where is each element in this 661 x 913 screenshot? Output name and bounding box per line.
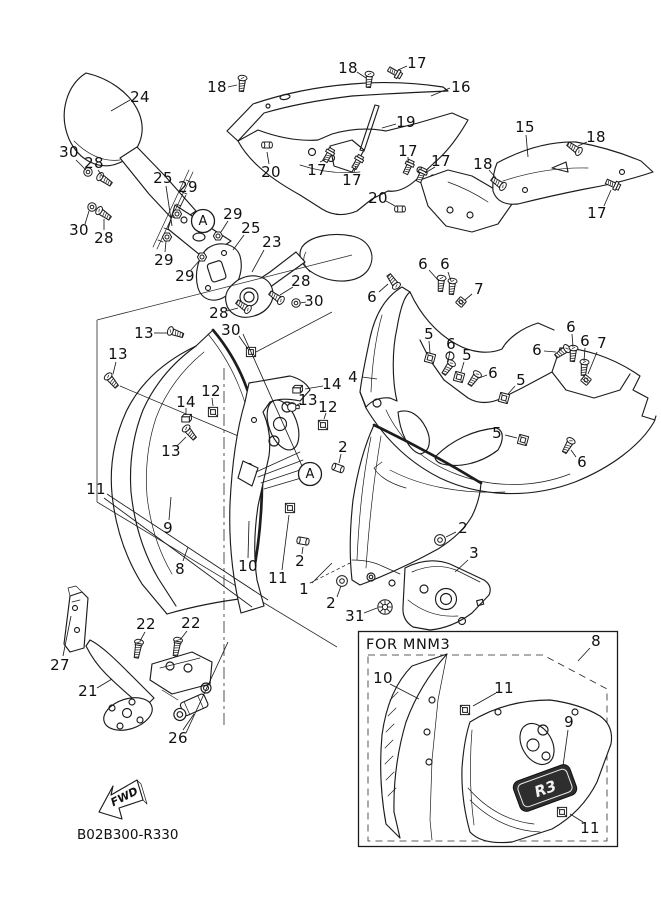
leader-line xyxy=(382,124,396,128)
leader-line xyxy=(379,284,388,292)
callout-12: 12 xyxy=(318,398,338,416)
screw-icon xyxy=(579,359,589,376)
leader-line xyxy=(252,250,264,272)
speed-clip-icon xyxy=(208,407,217,416)
leader-line xyxy=(312,563,332,583)
callout-2: 2 xyxy=(458,519,468,537)
special-nut-icon xyxy=(456,297,467,308)
callout-11: 11 xyxy=(86,480,106,498)
callout-9: 9 xyxy=(564,713,574,731)
meter-panel-3-art xyxy=(403,561,490,630)
callout-6: 6 xyxy=(566,318,576,336)
callout-6: 6 xyxy=(446,335,456,353)
callout-23: 23 xyxy=(262,233,282,251)
callout-6: 6 xyxy=(440,255,450,273)
screw-icon xyxy=(553,343,571,360)
callout-4: 4 xyxy=(348,368,358,386)
hex-nut-icon xyxy=(172,210,181,218)
callout-6: 6 xyxy=(367,288,377,306)
callout-13: 13 xyxy=(161,442,181,460)
callout-28: 28 xyxy=(291,272,311,290)
callout-18: 18 xyxy=(586,128,606,146)
callout-3: 3 xyxy=(469,544,479,562)
callout-20: 20 xyxy=(261,163,281,181)
hex-nut-icon xyxy=(162,233,171,241)
screw-icon xyxy=(103,371,120,389)
callout-26: 26 xyxy=(168,729,188,747)
callout-6: 6 xyxy=(488,364,498,382)
hex-nut-icon xyxy=(213,232,222,240)
callout-25: 25 xyxy=(241,219,261,237)
callout-28: 28 xyxy=(84,154,104,172)
callout-14: 14 xyxy=(176,393,196,411)
leader-line xyxy=(337,586,341,597)
callout-5: 5 xyxy=(516,371,526,389)
clip-nut-icon xyxy=(498,392,509,403)
callout-18: 18 xyxy=(338,59,358,77)
washer-ring-icon xyxy=(435,535,446,546)
callout-17: 17 xyxy=(431,152,451,170)
screw-icon xyxy=(466,369,483,387)
callout-22: 22 xyxy=(181,614,201,632)
part-code: B02B300-R330 xyxy=(77,827,179,843)
clip-nut-icon xyxy=(517,434,528,445)
callout-10: 10 xyxy=(238,557,258,575)
callout-8: 8 xyxy=(591,632,601,650)
callout-2: 2 xyxy=(326,594,336,612)
leader-line xyxy=(113,362,116,374)
detail-marker-label: A xyxy=(305,467,315,482)
flange-bolt-icon xyxy=(171,637,183,657)
callout-31: 31 xyxy=(345,607,365,625)
speed-clip-icon xyxy=(285,503,294,512)
callout-13: 13 xyxy=(298,391,318,409)
speed-clip-icon xyxy=(460,705,469,714)
callout-5: 5 xyxy=(492,424,502,442)
callout-30: 30 xyxy=(69,221,89,239)
callout-11: 11 xyxy=(494,679,514,697)
callout-6: 6 xyxy=(580,332,590,350)
callout-29: 29 xyxy=(223,205,243,223)
detail-marker-label: A xyxy=(198,214,208,229)
fwd-label: FWD xyxy=(108,784,141,810)
push-rivet-icon xyxy=(386,65,403,80)
callout-19: 19 xyxy=(396,113,416,131)
inset-title: FOR MNM3 xyxy=(366,637,451,653)
washer-ring-icon xyxy=(337,576,348,587)
callout-17: 17 xyxy=(307,161,327,179)
speed-clip-icon xyxy=(318,420,327,429)
callout-6: 6 xyxy=(532,341,542,359)
callout-24: 24 xyxy=(130,88,150,106)
callout-28: 28 xyxy=(94,229,114,247)
callout-17: 17 xyxy=(407,54,427,72)
leader-line xyxy=(357,72,366,78)
leader-line xyxy=(228,85,237,87)
callout-17: 17 xyxy=(398,142,418,160)
callout-27: 27 xyxy=(50,656,70,674)
collar-icon xyxy=(296,537,309,546)
callout-9: 9 xyxy=(163,519,173,537)
collar-icon xyxy=(331,463,345,474)
callout-5: 5 xyxy=(462,346,472,364)
callout-29: 29 xyxy=(154,251,174,269)
screw-icon xyxy=(166,326,184,340)
speed-clip-icon xyxy=(557,807,566,816)
callout-30: 30 xyxy=(221,321,241,339)
inset-box xyxy=(359,632,618,847)
special-nut-icon xyxy=(581,375,592,386)
washer-icon xyxy=(292,299,300,307)
callout-12: 12 xyxy=(201,382,221,400)
callout-29: 29 xyxy=(178,178,198,196)
flange-bolt-icon xyxy=(132,639,144,659)
callout-13: 13 xyxy=(134,324,154,342)
screw-icon xyxy=(560,436,576,455)
callout-7: 7 xyxy=(597,334,607,352)
callout-17: 17 xyxy=(342,171,362,189)
callout-18: 18 xyxy=(473,155,493,173)
callout-25: 25 xyxy=(153,169,173,187)
grommet-icon xyxy=(395,206,406,212)
callout-18: 18 xyxy=(207,78,227,96)
callout-7: 7 xyxy=(474,280,484,298)
callout-14: 14 xyxy=(322,375,342,393)
front-cowl-4-art xyxy=(360,287,656,494)
grommet-icon xyxy=(262,142,273,148)
leader-line xyxy=(282,515,289,570)
callout-5: 5 xyxy=(424,325,434,343)
leader-line xyxy=(364,608,377,613)
leader-line xyxy=(465,294,472,300)
screw-icon xyxy=(447,278,457,295)
callout-1: 1 xyxy=(299,580,309,598)
callout-30: 30 xyxy=(59,143,79,161)
leader-line xyxy=(97,679,112,688)
screw-icon xyxy=(237,75,247,92)
leader-line xyxy=(505,435,517,438)
callout-8: 8 xyxy=(175,560,185,578)
screw-icon xyxy=(95,171,113,188)
callout-2: 2 xyxy=(338,438,348,456)
leader-line xyxy=(180,631,187,640)
screw-icon xyxy=(94,205,112,222)
r3-badge-label: R3 xyxy=(531,776,559,802)
leader-line xyxy=(169,497,171,520)
leader-line xyxy=(140,632,145,641)
callout-6: 6 xyxy=(418,255,428,273)
screw-icon xyxy=(385,272,402,290)
leader-line xyxy=(233,235,244,250)
callout-28: 28 xyxy=(209,304,229,322)
callout-15: 15 xyxy=(515,118,535,136)
clip-nut-icon xyxy=(453,371,464,382)
callout-22: 22 xyxy=(136,615,156,633)
callout-6: 6 xyxy=(577,453,587,471)
callout-29: 29 xyxy=(175,267,195,285)
upper-cover-16-art xyxy=(227,83,512,232)
screw-icon xyxy=(568,345,578,362)
fwd-arrow xyxy=(99,780,147,819)
washer-icon xyxy=(88,203,96,211)
callout-16: 16 xyxy=(451,78,471,96)
callout-2: 2 xyxy=(295,552,305,570)
leader-line xyxy=(429,270,438,280)
emblem-icon xyxy=(378,600,392,614)
callout-11: 11 xyxy=(580,819,600,837)
callout-30: 30 xyxy=(304,292,324,310)
side-panel-15-art xyxy=(493,142,653,204)
callout-13: 13 xyxy=(108,345,128,363)
leader-line xyxy=(398,66,407,70)
leader-line xyxy=(544,351,556,352)
callout-20: 20 xyxy=(368,189,388,207)
hex-nut-icon xyxy=(197,253,206,261)
clip-nut-icon xyxy=(424,352,435,363)
callout-17: 17 xyxy=(587,204,607,222)
damper-cube-icon xyxy=(182,414,192,422)
leader-line xyxy=(571,450,576,457)
callout-11: 11 xyxy=(268,569,288,587)
callout-10: 10 xyxy=(373,669,393,687)
screw-icon xyxy=(436,275,446,292)
callout-21: 21 xyxy=(78,682,98,700)
